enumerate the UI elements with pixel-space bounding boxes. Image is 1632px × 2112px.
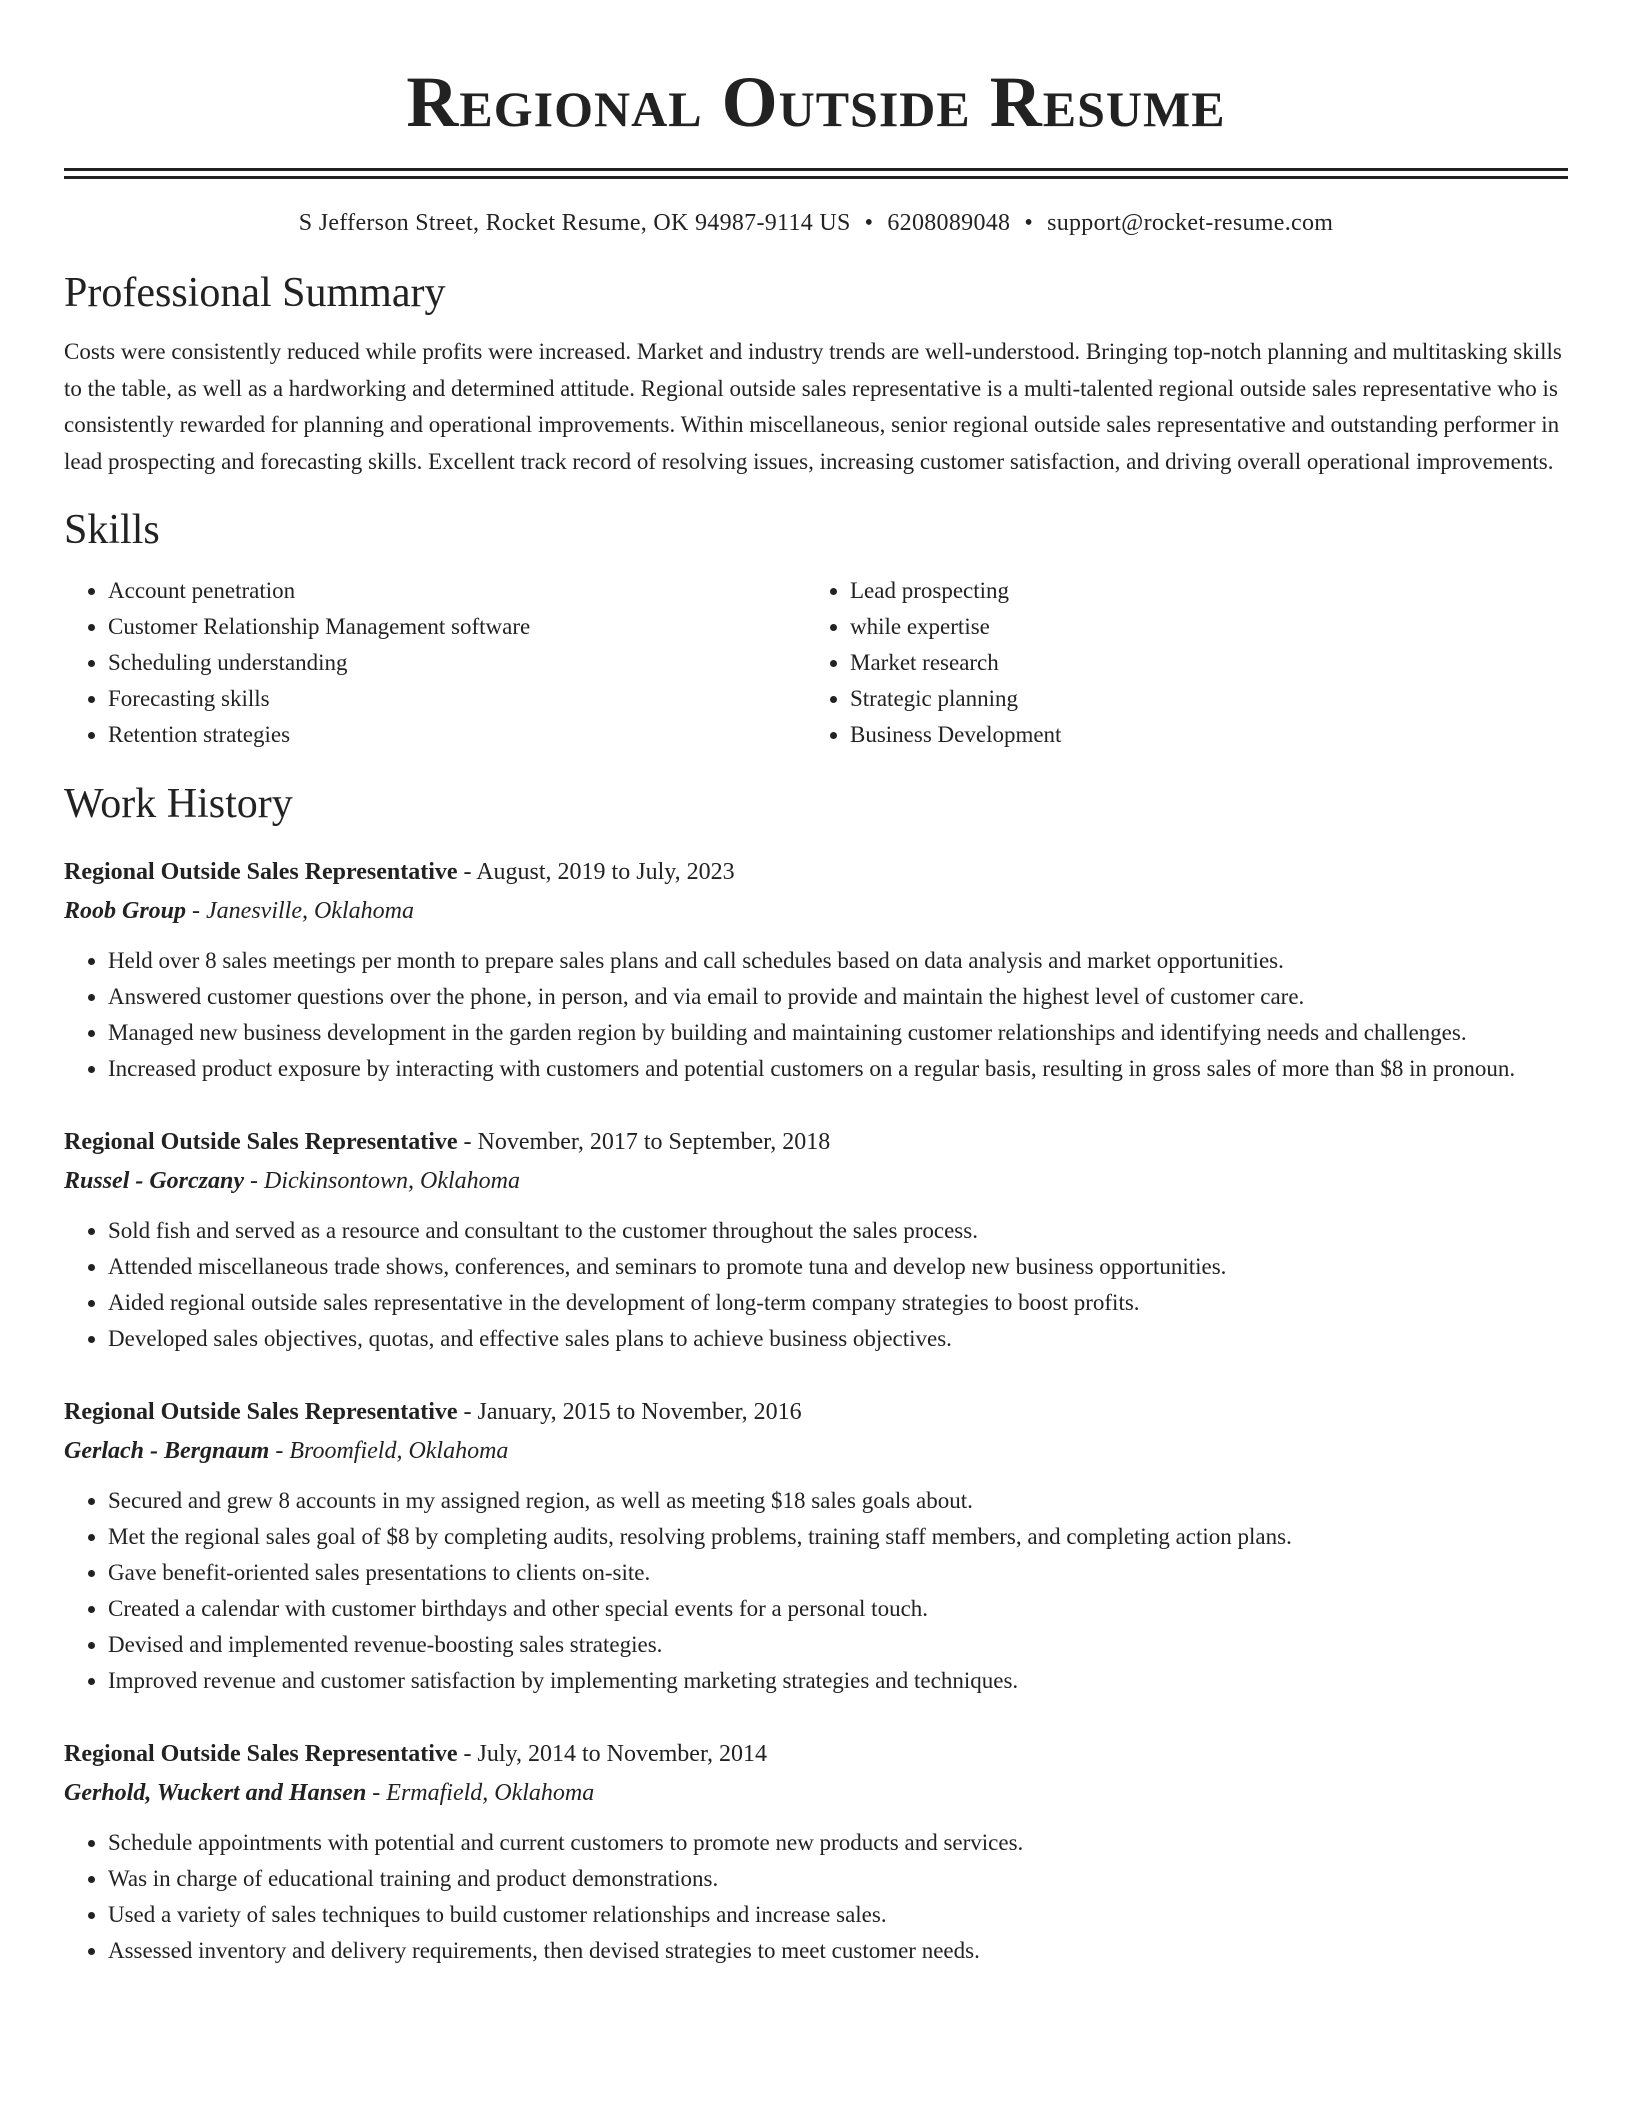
job-bullet: • Met the regional sales goal of $8 by completing audits, resolving problems, training staff members, and completing action plans. [108, 1519, 1568, 1555]
job-header [64, 1123, 1568, 1162]
company-location: - Broomfield, Oklahoma [269, 1438, 509, 1464]
summary-text: Costs were consistently reduced while profits were increased. Market and industry trends are well-understood. Bringing top-notch planning and multitasking skills to the table, as well as a hardworking and determined attitude. Regional outside sales representative is a multi-talented regional outside sales representative who is consistently rewarded for planning and operational improvements. Within miscellaneous, senior regional outside sales representative and outstanding performer in lead prospecting and forecasting skills. Excellent track record of resolving issues, increasing customer satisfaction, and driving overall operational improvements. [64, 339, 1562, 474]
job-entry [64, 1123, 1568, 1357]
job-bullets [64, 1825, 1568, 1969]
skill-item: • Forecasting skills [108, 681, 806, 717]
job-dates: - November, 2017 to September, 2018 [457, 1129, 831, 1155]
skill-item: • Market research [850, 645, 1548, 681]
job-bullets [64, 1213, 1568, 1357]
company-name: Roob Group [64, 898, 187, 924]
job-bullet: • Answered customer questions over the phone, in person, and via email to provide and maintain the highest level of customer care. [108, 979, 1568, 1015]
contact-line [64, 208, 1568, 238]
job-bullet: • Secured and grew 8 accounts in my assigned region, as well as meeting $18 sales goals about. [108, 1483, 1568, 1519]
skill-item: • Business Development [850, 717, 1548, 753]
title-double-rule [64, 168, 1568, 171]
job-bullet: • Created a calendar with customer birthdays and other special events for a personal touch. [108, 1591, 1568, 1627]
skill-item: • Lead prospecting [850, 573, 1548, 609]
company-name: Gerlach - Bergnaum [64, 1438, 270, 1464]
company-location: - Ermafield, Oklahoma [366, 1780, 595, 1806]
contact-separator: • [1024, 210, 1034, 236]
summary-heading: Professional Summary [64, 270, 446, 316]
contact-phone: 6208089048 [887, 210, 1011, 236]
job-title: Regional Outside Sales Representative [64, 1741, 458, 1767]
job-bullet: • Gave benefit-oriented sales presentations to clients on-site. [108, 1555, 1568, 1591]
contact-email: support@rocket-resume.com [1047, 210, 1334, 236]
job-title: Regional Outside Sales Representative [64, 859, 458, 885]
company-name: Gerhold, Wuckert and Hansen [64, 1780, 367, 1806]
company-name: Russel - Gorczany [64, 1168, 245, 1194]
job-bullet: • Assessed inventory and delivery requirements, then devised strategies to meet customer needs. [108, 1933, 1568, 1969]
skill-item: • Scheduling understanding [108, 645, 806, 681]
job-bullet: • Aided regional outside sales representative in the development of long-term company strategies to boost profits. [108, 1285, 1568, 1321]
job-dates: - July, 2014 to November, 2014 [457, 1741, 767, 1767]
job-entry [64, 1735, 1568, 1969]
skill-item: • Customer Relationship Management software [108, 609, 806, 645]
contact-address: S Jefferson Street, Rocket Resume, OK 94987-9114 US [298, 210, 851, 236]
skills-heading: Skills [64, 507, 160, 553]
job-bullet: • Devised and implemented revenue-boosting sales strategies. [108, 1627, 1568, 1663]
job-header [64, 1735, 1568, 1774]
job-bullet: • Was in charge of educational training and product demonstrations. [108, 1861, 1568, 1897]
skills-list-left [64, 573, 806, 753]
resume-title: Regional Outside Resume [406, 62, 1226, 142]
job-bullet: • Developed sales objectives, quotas, and effective sales plans to achieve business objectives. [108, 1321, 1568, 1357]
job-company-line [64, 1774, 1568, 1813]
skills-grid [64, 573, 1568, 753]
job-header [64, 1393, 1568, 1432]
skill-item: • while expertise [850, 609, 1548, 645]
job-title: Regional Outside Sales Representative [64, 1129, 458, 1155]
job-bullet: • Sold fish and served as a resource and consultant to the customer throughout the sales process. [108, 1213, 1568, 1249]
job-entry [64, 1393, 1568, 1699]
job-title: Regional Outside Sales Representative [64, 1399, 458, 1425]
job-entry [64, 853, 1568, 1087]
contact-separator: • [864, 210, 874, 236]
skill-item: • Retention strategies [108, 717, 806, 753]
skill-item: • Account penetration [108, 573, 806, 609]
job-bullets [64, 1483, 1568, 1699]
job-bullet: • Used a variety of sales techniques to build customer relationships and increase sales. [108, 1897, 1568, 1933]
job-bullet: • Improved revenue and customer satisfaction by implementing marketing strategies and techniques. [108, 1663, 1568, 1699]
company-location: - Janesville, Oklahoma [186, 898, 414, 924]
skills-list-right [806, 573, 1548, 753]
work-history-heading: Work History [64, 781, 293, 827]
job-bullet: • Increased product exposure by interacting with customers and potential customers on a regular basis, resulting in gross sales of more than $8 in pronoun. [108, 1051, 1568, 1087]
job-bullets [64, 943, 1568, 1087]
job-bullet: • Managed new business development in the garden region by building and maintaining customer relationships and identifying needs and challenges. [108, 1015, 1568, 1051]
job-company-line [64, 892, 1568, 931]
job-company-line [64, 1162, 1568, 1201]
job-bullet: • Schedule appointments with potential and current customers to promote new products and services. [108, 1825, 1568, 1861]
skill-item: • Strategic planning [850, 681, 1548, 717]
job-dates: - January, 2015 to November, 2016 [457, 1399, 802, 1425]
job-company-line [64, 1432, 1568, 1471]
job-dates: - August, 2019 to July, 2023 [457, 859, 735, 885]
company-location: - Dickinsontown, Oklahoma [244, 1168, 520, 1194]
job-bullet: • Held over 8 sales meetings per month to prepare sales plans and call schedules based on data analysis and market opportunities. [108, 943, 1568, 979]
job-header [64, 853, 1568, 892]
job-bullet: • Attended miscellaneous trade shows, conferences, and seminars to promote tuna and develop new business opportunities. [108, 1249, 1568, 1285]
